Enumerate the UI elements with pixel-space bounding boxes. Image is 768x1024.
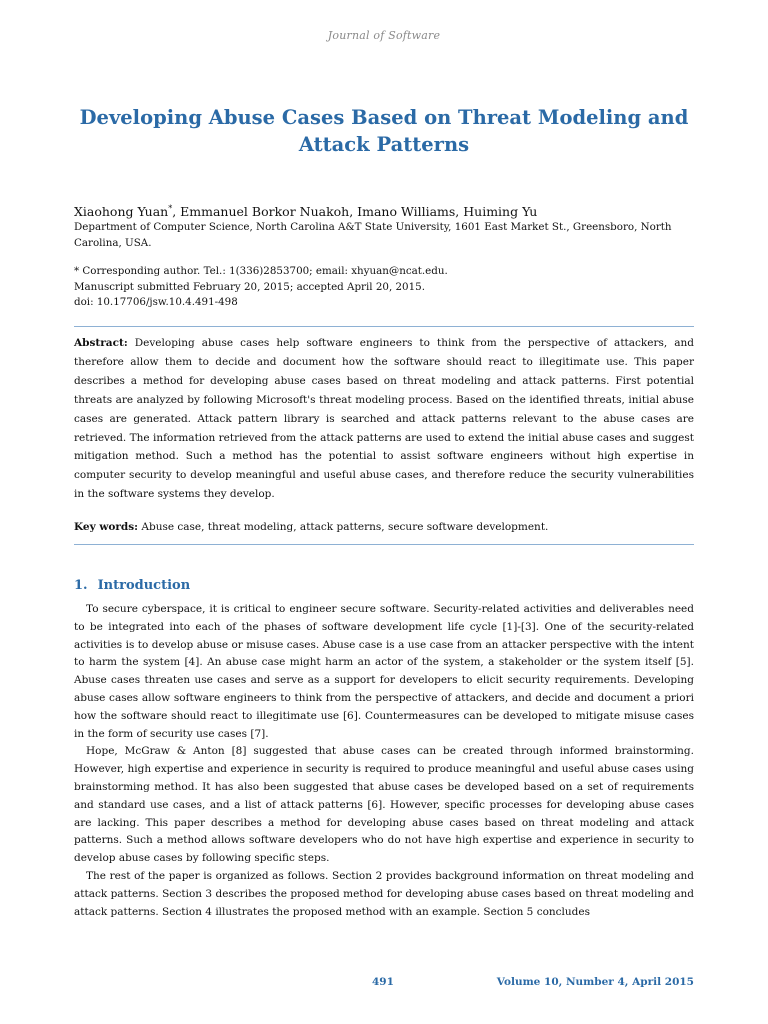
corresponding-author: * Corresponding author. Tel.: 1(336)2853700; email: xhyuan@ncat.edu. — [74, 265, 448, 277]
doi: doi: 10.17706/jsw.10.4.491-498 — [74, 296, 238, 308]
article-meta — [74, 264, 694, 311]
abstract-text: Developing abuse cases help software engineers to think from the perspective of attackers, and therefore allow them to decide and document how the software should react to illegitimate use. This paper describes a method for developing abuse cases based on threat modeling and attack patterns. First potential threats are analyzed by following Microsoft's threat modeling process. Based on the identified threats, initial abuse cases are generated. Attack pattern library is searched and attack patterns relevant to the abuse cases are retrieved. The information retrieved from the attack patterns are used to extend the initial abuse cases and suggest mitigation method. Such a method has the potential to assist software engineers without high expertise in computer security to develop meaningful and useful abuse cases, and therefore reduce the security vulnerabilities in the software systems they develop. — [74, 337, 694, 501]
corresponding-mark: * — [168, 204, 173, 213]
author-list — [74, 200, 694, 221]
keywords-text: Abuse case, threat modeling, attack patterns, secure software development. — [138, 521, 549, 533]
volume-info: Volume 10, Number 4, April 2015 — [496, 976, 694, 988]
section-heading — [74, 578, 694, 593]
paragraph: Hope, McGraw & Anton [8] suggested that abuse cases can be created through informed brainstorming. However, high expertise and experience in security is required to produce meaningful and useful abuse cases using brainstorming method. It has also been suggested that abuse cases be developed based on a set of requirements and standard use cases, and a list of attack patterns [6]. However, specific processes for developing abuse cases are lacking. This paper describes a method for developing abuse cases based on threat modeling and attack patterns. Such a method allows software developers who do not have high expertise and experience in security to develop abuse cases by following specific steps. — [74, 745, 694, 865]
section-title: Introduction — [97, 578, 191, 593]
page-number: 491 — [372, 976, 394, 988]
keywords — [74, 518, 694, 536]
abstract-top-rule — [74, 326, 694, 327]
journal-header: Journal of Software — [327, 29, 441, 42]
paragraph: To secure cyberspace, it is critical to engineer secure software. Security-related activities and deliverables need to be integrated into each of the phases of software development life cycle [1]-[3]. One of the security-related activities is to develop abuse or misuse cases. Abuse case is a use case from an attacker perspective with the intent to harm the system [4]. An abuse case might harm an actor of the system, a stakeholder or the system itself [5]. Abuse cases threaten use cases and serve as a support for developers to elicit security requirements. Developing abuse cases allow software engineers to think from the perspective of attackers, and decide and document a priori how the software should react to illegitimate use [6]. Countermeasures can be developed to mitigate misuse cases in the form of security use cases [7]. — [74, 603, 694, 740]
first-author: Xiaohong Yuan — [74, 204, 169, 220]
page-footer — [74, 976, 694, 996]
affiliation: Department of Computer Science, North Carolina A&T State University, 1601 East Market St., Greensboro, North Carolina, USA. — [74, 221, 672, 249]
abstract-bottom-rule — [74, 544, 694, 545]
abstract — [74, 334, 694, 504]
submission-dates: Manuscript submitted February 20, 2015; accepted April 20, 2015. — [74, 280, 425, 293]
keywords-label: Key words: — [74, 521, 139, 533]
section-number: 1. — [74, 578, 88, 593]
body-text — [74, 601, 694, 921]
abstract-label: Abstract: — [74, 337, 128, 349]
paper-title: Developing Abuse Cases Based on Threat Modeling and Attack Patterns — [79, 106, 689, 156]
other-authors: , Emmanuel Borkor Nuakoh, Imano Williams, Huiming Yu — [172, 204, 538, 220]
paragraph: The rest of the paper is organized as follows. Section 2 provides background information on threat modeling and attack patterns. Section 3 describes the proposed method for developing abuse cases based on threat modeling and attack patterns. Section 4 illustrates the proposed method with an example. Section 5 concludes — [74, 869, 694, 918]
